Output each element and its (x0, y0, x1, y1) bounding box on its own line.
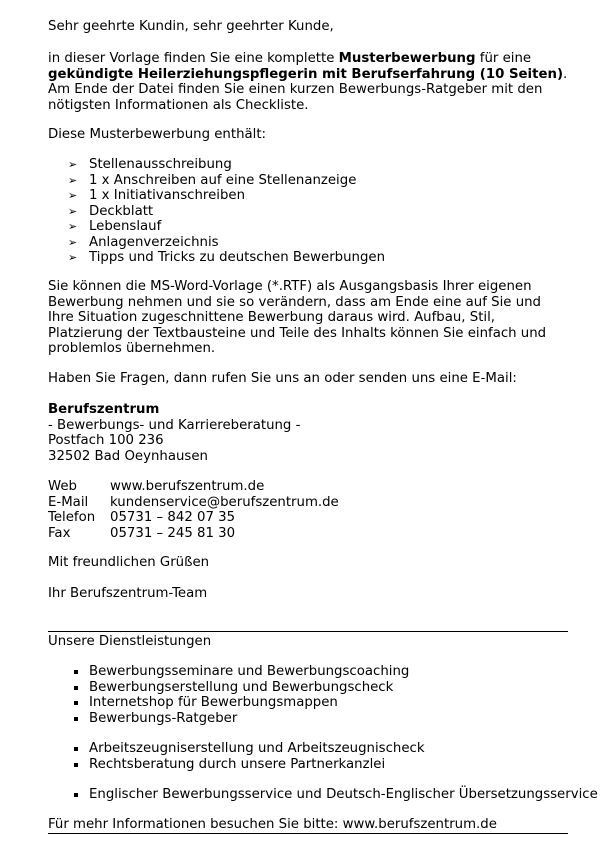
contents-list (48, 157, 385, 266)
company-po-box: Postfach 100 236 (48, 433, 164, 448)
intro-bold-2: gekündigte Heilerziehungspflegerin mit Berufserfahrung (10 Seiten) (48, 66, 564, 82)
list-item: Arbeitszeugniserstellung und Arbeitszeugnischeck (48, 741, 425, 757)
services-list-1 (48, 664, 409, 726)
list-item: Bewerbungs-Ratgeber (48, 711, 409, 727)
contact-row-phone: Telefon 05731 – 842 07 35 (48, 510, 236, 525)
contact-row-web: Web www.berufszentrum.de (48, 479, 265, 494)
list-item: Bewerbungserstellung und Bewerbungscheck (48, 680, 409, 696)
intro-bold-1: Musterbewerbung (338, 51, 476, 66)
questions-line: Haben Sie Fragen, dann rufen Sie uns an oder senden uns eine E-Mail: (48, 371, 517, 386)
list-item: ➢ 1 x Anschreiben auf eine Stellenanzeige (68, 172, 357, 188)
divider-bottom (48, 833, 568, 834)
list-item: ➢ Stellenausschreibung (68, 157, 232, 172)
arrow-bullet-icon: ➢ (68, 173, 78, 187)
contact-row-email: E-Mail kundenservice@berufszentrum.de (48, 494, 339, 510)
company-city: 32502 Bad Oeynhausen (48, 448, 208, 464)
contact-row-fax: Fax 05731 – 245 81 30 (48, 525, 236, 541)
intro-text-2: für eine (475, 51, 532, 66)
services-list-2 (48, 741, 425, 772)
divider-top (48, 631, 568, 632)
web-link[interactable]: www.berufszentrum.de (110, 479, 265, 494)
fax-number: 05731 – 245 81 30 (110, 525, 236, 541)
arrow-bullet-icon: ➢ (68, 220, 78, 233)
list-item: ➢ Deckblatt (68, 203, 154, 219)
contents-heading: Diese Musterbewerbung enthält: (48, 127, 267, 142)
contact-table (48, 479, 570, 541)
phone-number: 05731 – 842 07 35 (110, 510, 236, 525)
intro-text-3: . Am Ende der Datei finden Sie einen kurzen Bewerbungs-Ratgeber mit den nötigsten Informationen als Checkliste. (48, 66, 568, 113)
square-bullet-icon (74, 793, 78, 797)
services-heading: Unsere Dienstleistungen (48, 634, 212, 649)
list-item: ➢ Lebenslauf (68, 219, 162, 234)
email-link[interactable]: kundenservice@berufszentrum.de (110, 494, 339, 510)
list-item: ➢ 1 x Initiativanschreiben (68, 188, 245, 203)
closing: Mit freundlichen Grüßen (48, 555, 210, 570)
list-item: Englischer Bewerbungsservice und Deutsch-Englischer Übersetzungsservice (48, 787, 598, 803)
arrow-bullet-icon: ➢ (68, 251, 78, 264)
company-tagline: - Bewerbungs- und Karriereberatung - (48, 417, 301, 433)
arrow-bullet-icon: ➢ (68, 189, 78, 202)
greeting: Sehr geehrte Kundin, sehr geehrter Kunde, (48, 19, 334, 34)
intro-paragraph (48, 51, 570, 113)
usage-paragraph: Sie können die MS-Word-Vorlage (*.RTF) als Ausgangsbasis Ihrer eigenen Bewerbung nehmen und sie so verändern, dass am Ende eine auf Sie und Ihre Situation zugeschnittene Bewerbung daraus wird. Aufbau, Stil, Platzierung der Textbausteine und Teile des Inhalts können Sie einfach und problemlos übernehmen. (48, 279, 547, 356)
square-bullet-icon (74, 717, 78, 721)
arrow-bullet-icon: ➢ (68, 204, 78, 218)
arrow-bullet-icon: ➢ (68, 158, 78, 171)
signature: Ihr Berufszentrum-Team (48, 586, 208, 601)
list-item: Bewerbungsseminare und Bewerbungscoaching (48, 664, 409, 680)
list-item: ➢ Tipps und Tricks zu deutschen Bewerbungen (68, 250, 386, 265)
arrow-bullet-icon: ➢ (68, 235, 78, 249)
list-item: Rechtsberatung durch unsere Partnerkanzlei (48, 757, 425, 773)
list-item: Internetshop für Bewerbungsmappen (48, 695, 409, 711)
square-bullet-icon (74, 763, 78, 767)
square-bullet-icon (74, 747, 78, 751)
services-list-3 (48, 787, 598, 803)
footer-info-line: Für mehr Informationen besuchen Sie bitte: www.berufszentrum.de (48, 817, 497, 832)
list-item: ➢ Anlagenverzeichnis (68, 234, 219, 250)
company-address (48, 402, 570, 464)
square-bullet-icon (74, 701, 78, 705)
square-bullet-icon (74, 686, 78, 690)
company-name: Berufszentrum (48, 402, 160, 417)
intro-text-1: in dieser Vorlage finden Sie eine komplette (48, 51, 339, 66)
square-bullet-icon (74, 670, 78, 674)
